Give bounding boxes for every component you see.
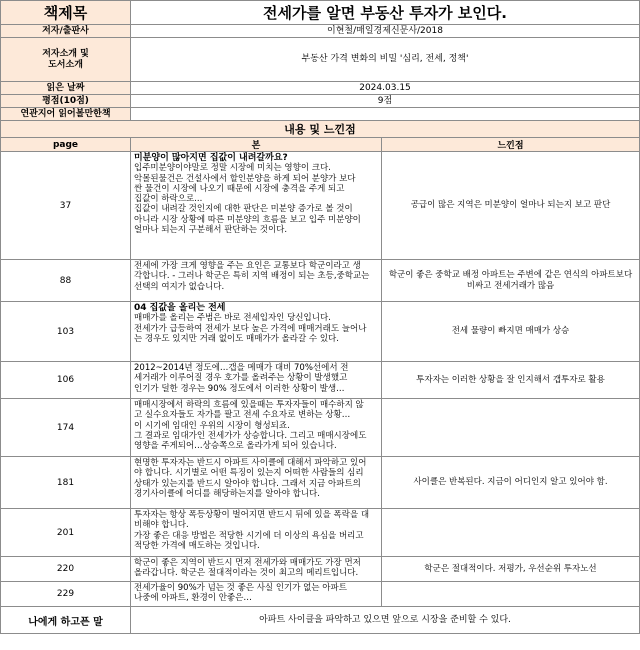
row-heading: 04 집값을 올리는 전세 (134, 303, 226, 313)
row-line: 선택의 여지가 없습니다. (134, 281, 225, 292)
row-line: 올라갑니다. 학군은 절대적이라는 것이 최고의 메리트입니다. (134, 568, 359, 579)
row-line: 그 결과로 임대가인 전세가가 상승합니다. 그리고 매매시장에도 (134, 430, 367, 441)
row-body[interactable] (131, 362, 382, 399)
author-value[interactable]: 이현철/매일경제신문사/2018 (131, 25, 640, 38)
row-line: 는 경우도 있지만 거래 없이도 매매가가 올라갈 수 있다. (134, 333, 339, 344)
book-title[interactable]: 전세가를 알면 부동산 투자가 보인다. (131, 1, 640, 25)
row-line: 야 합니다. 시기별로 어떤 특징이 있는지 어떠한 사람들의 심리 (134, 468, 364, 479)
author-intro-value[interactable]: 부동산 가격 변화의 비밀 '심리, 전세, 정책' (131, 38, 640, 82)
row-line: 나중에 아파트, 환경이 안좋은… (134, 593, 252, 604)
row-line: 비해야 합니다. (134, 520, 189, 531)
row-feel[interactable]: 사이클은 반복된다. 지금이 어디인지 알고 있어야 함. (382, 457, 640, 509)
row-line: 학군이 좋은 지역이 반드시 먼저 전세가와 매매가도 가장 먼저 (134, 558, 361, 568)
message-to-self-value[interactable]: 아파트 사이클을 파악하고 있으면 앞으로 시장을 준비할 수 있다. (131, 607, 640, 634)
row-body[interactable] (131, 509, 382, 557)
row-line: 입주미분양이야말로 정말 시장에 미치는 영향이 크다. (134, 163, 331, 174)
column-header-feel: 느낀점 (382, 138, 640, 152)
table-row (1, 509, 640, 557)
rating-label: 평점(10점) (1, 95, 131, 108)
title-label: 책제목 (1, 1, 131, 25)
row-feel[interactable]: 학군이 좋은 중학교 배정 아파트는 주변에 같은 연식의 아파트보다 비싸고 전세거래가 많음 (382, 260, 640, 302)
row-line: 인기가 덜한 경우는 90% 정도에서 이러한 상황이 발생… (134, 383, 345, 394)
row-line: 이 시기에 임대인 우위의 시장이 형성되죠. (134, 420, 290, 431)
table-row (1, 302, 640, 362)
row-line: 2012~2014년 정도에…갭을 메매가 대비 70%선에서 전 (134, 363, 349, 373)
row-line: 싼 물건이 시장에 나오기 때문에 시장에 충격을 주게 되고 (134, 183, 345, 194)
row-line: 상태가 있는지를 반드시 알아야 합니다. 그래서 지금 아파트의 (134, 478, 361, 489)
rating-value[interactable]: 9점 (131, 95, 640, 108)
row-line: 현명한 투자자는 반드시 아파트 사이클에 대해서 파악하고 있어 (134, 458, 367, 468)
row-line: 집값이 하락으로... (134, 194, 203, 205)
row-body[interactable] (131, 557, 382, 582)
row-feel[interactable]: 투자자는 이러한 상황을 잘 인지해서 갭투자로 활용 (382, 362, 640, 399)
section-title: 내용 및 느낀점 (1, 121, 640, 138)
row-page[interactable]: 229 (1, 582, 131, 607)
table-row (1, 457, 640, 509)
row-body[interactable] (131, 260, 382, 302)
recommend-value[interactable] (131, 108, 640, 121)
author-intro-label-line1: 저자소개 및 (42, 48, 89, 59)
row-page[interactable]: 201 (1, 509, 131, 557)
row-line: 적당한 가격에 매도하는 것입니다. (134, 540, 260, 551)
row-line: 전세가가 급등하여 전세가 보다 높은 가격에 매매거래도 늘어나 (134, 323, 367, 334)
row-body[interactable] (131, 302, 382, 362)
row-line: 전세에 가장 크게 영향을 주는 요인은 교통보다 학군이라고 생 (134, 261, 361, 271)
author-label: 저자/출판사 (1, 25, 131, 38)
row-line: 집값이 내려갈 것인지에 대한 판단은 미분양 증가로 볼 것이 (134, 204, 353, 215)
row-body[interactable] (131, 399, 382, 457)
table-row (1, 582, 640, 607)
row-line: 고 실수요자들도 자가를 팔고 전세 수요자로 변하는 상황… (134, 410, 351, 421)
column-header-body: 본 (131, 138, 382, 152)
row-feel[interactable] (382, 509, 640, 557)
table-row (1, 557, 640, 582)
row-line: 경기사이클에 어디를 해당하는지를 알아야 합니다. (134, 488, 320, 499)
row-line: 투자자는 항상 폭등상황이 벌어지면 반드시 뒤에 있을 폭락을 대 (134, 510, 370, 520)
date-value[interactable]: 2024.03.15 (131, 82, 640, 95)
row-feel[interactable]: 전세 물량이 빠지면 매매가 상승 (382, 302, 640, 362)
row-page[interactable]: 220 (1, 557, 131, 582)
row-page[interactable]: 181 (1, 457, 131, 509)
table-row (1, 362, 640, 399)
row-page[interactable]: 37 (1, 152, 131, 260)
row-line: 영향을 주게되어…상승쪽으로 올라가게 되어 있습니다. (134, 441, 337, 452)
message-to-self-label: 나에게 하고픈 말 (1, 607, 131, 634)
row-heading: 미분양이 많아지면 집값이 내려갈까요? (134, 153, 288, 163)
row-page[interactable]: 174 (1, 399, 131, 457)
column-header-page: page (1, 138, 131, 152)
row-line: 가장 좋은 대응 방법은 적당한 시기에 더 이상의 욕심을 버리고 (134, 530, 364, 541)
row-body[interactable] (131, 457, 382, 509)
row-line: 각합니다. - 그러나 학군은 특히 지역 배정이 되는 초등,중학교는 (134, 271, 370, 282)
table-row (1, 260, 640, 302)
row-feel[interactable]: 공급이 많은 지역은 미분양이 얼마나 되는지 보고 판단 (382, 152, 640, 260)
row-line: 매매시장에서 하락의 흐름에 있을때는 투자자들이 매수하지 않 (134, 400, 364, 410)
row-body[interactable] (131, 152, 382, 260)
table-row (1, 152, 640, 260)
row-line: 아니라 시장 상황에 따른 미분양의 흐름을 보고 입주 미분양이 (134, 214, 361, 225)
row-line: 전세가율이 90%가 넘는 것 좋은 사실 인기가 없는 아파트 (134, 583, 347, 593)
row-line: 악몰된물건은 건설사에서 할인분양을 하게 되어 분양가 보다 (134, 173, 356, 184)
author-intro-label-line2: 도서소개 (48, 59, 83, 70)
author-intro-label (1, 38, 131, 82)
table-row (1, 399, 640, 457)
date-label: 읽은 날짜 (1, 82, 131, 95)
row-line: 매매가를 올리는 주범은 바로 전세입자인 당신입니다. (134, 313, 331, 324)
row-feel[interactable] (382, 582, 640, 607)
row-page[interactable]: 88 (1, 260, 131, 302)
row-line: 얼마나 되는지 구분해서 판단하는 것이다. (134, 225, 288, 236)
row-page[interactable]: 106 (1, 362, 131, 399)
recommend-label: 연관지어 읽어볼만한책 (1, 108, 131, 121)
row-line: 세거래가 이루어질 경우 호가를 올려주는 상황이 발생했고 (134, 373, 348, 384)
row-feel[interactable]: 학군은 절대적이다. 저평가, 우선순위 투자노선 (382, 557, 640, 582)
row-body[interactable] (131, 582, 382, 607)
row-page[interactable]: 103 (1, 302, 131, 362)
row-feel[interactable] (382, 399, 640, 457)
